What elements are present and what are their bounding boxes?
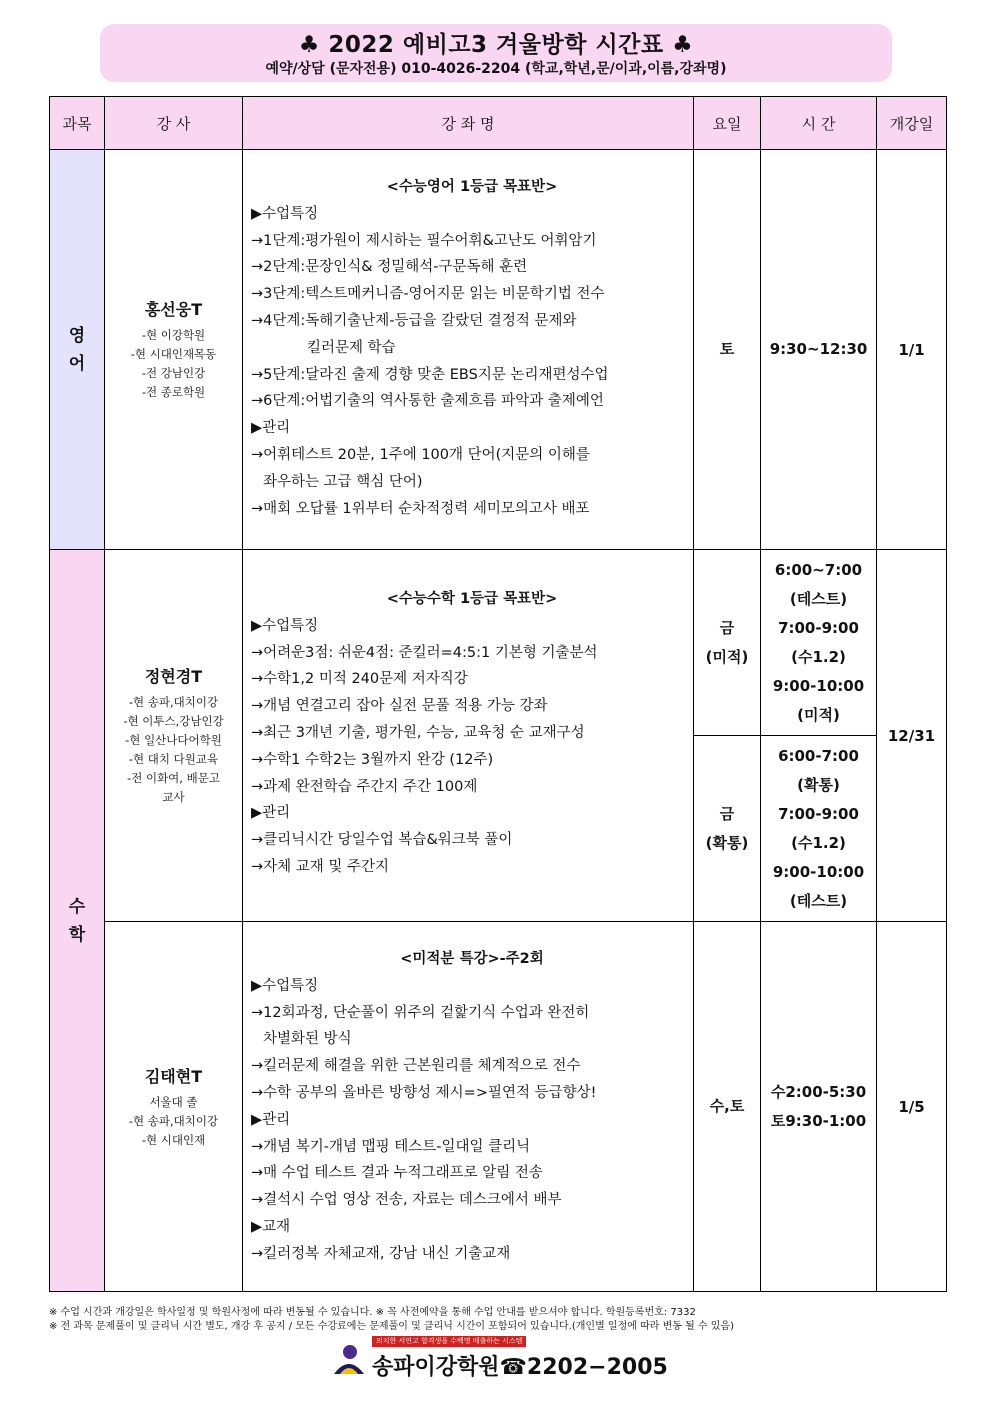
teacher-career: -현 송파,대치이강 [128, 695, 219, 709]
teacher-name: 김태현T [144, 1066, 203, 1086]
time-math-calculus: 6:00~7:00 (테스트) 7:00-9:00 (수1.2) 9:00-10:00 (미적) [761, 550, 877, 736]
teacher-career: -현 송파,대치이강 [128, 1113, 219, 1128]
header-open: 개강일 [877, 97, 947, 150]
day-math-2: 수,토 [694, 922, 761, 1292]
course-english: <수능영어 1등급 목표반> ▶수업특징 →1단계:평가원이 제시하는 필수어휘&고난도 어휘암기 →2단계:문장인식& 정밀해석-구문독해 훈련 →3단계:텍스트메커니즘-영어지문 읽는 비문학기법 전수 →4단계:독해기출난제-등급을 갈랐던 결정적 문제와 킬러문제 학습 →5단계:달라진 출제 경향 맞춘 EBS지문 논리재편성수업 →6단계:어법기출의 역사통한 출제흐름 파악과 출제예언 ▶관리 →어휘테스트 20분, 1주에 100개 단어(지문의 이해를 좌우하는 고급 핵심 단어) →매회 오답률 1위부터 순차적정력 세미모의고사 배포 [243, 150, 694, 550]
teacher-career: -전 종로학원 [141, 385, 206, 399]
page-title: ♣ 2022 예비고3 겨울방학 시간표 ♣ [298, 32, 694, 58]
academy-slogan: 의치한 서연고 합격생을 수백명 배출하는 시스템 [372, 1336, 526, 1347]
academy-logo-icon [330, 1340, 368, 1380]
day-math-calculus: 금 (미적) [694, 550, 761, 736]
day-math-statistics: 금 (확통) [694, 736, 761, 922]
open-math-2: 1/5 [877, 922, 947, 1292]
course-title: <수능영어 1등급 목표반> [386, 179, 558, 195]
header-subject: 과목 [50, 97, 105, 150]
time-math-2: 수2:00-5:30 토9:30-1:00 [761, 922, 877, 1292]
open-english: 1/1 [877, 150, 947, 550]
header-teacher: 강 사 [105, 97, 243, 150]
footnotes [49, 1306, 734, 1334]
teacher-career: 교사 [162, 790, 185, 804]
teacher-career: 서울대 졸 [149, 1094, 198, 1109]
subject-math: 수 학 [50, 550, 105, 1292]
teacher-name: 홍선웅T [144, 300, 203, 319]
footnote: ※ 수업 시간과 개강일은 학사일정 및 학원사정에 따라 변동될 수 있습니다. ※ 꼭 사전예약을 통해 수업 안내를 받으셔야 합니다. 학원등록번호: 7332 [49, 1307, 696, 1318]
title-banner [100, 24, 892, 82]
teacher-hong [105, 150, 243, 550]
time-math-statistics: 6:00-7:00 (확통) 7:00-9:00 (수1.2) 9:00-10:00 (테스트) [761, 736, 877, 922]
teacher-career: -현 시대인재 [141, 1132, 206, 1147]
day-english: 토 [694, 150, 761, 550]
teacher-career: -전 강남인강 [141, 366, 206, 380]
table-row [50, 150, 947, 550]
subject-english: 영 어 [50, 150, 105, 550]
table-row [50, 922, 947, 1292]
timetable [49, 96, 947, 1292]
header-course: 강 좌 명 [243, 97, 694, 150]
academy-name-phone: 송파이강학원☎2202−2005 [372, 1355, 668, 1380]
table-header-row [50, 97, 947, 150]
table-row [50, 550, 947, 736]
teacher-career: -현 이투스,강남인강 [123, 714, 224, 728]
contact-subtitle: 예약/상담 (문자전용) 010-4026-2204 (학교,학년,문/이과,이름,강좌명) [265, 61, 727, 77]
teacher-name: 정현경T [144, 667, 203, 686]
teacher-jung [105, 550, 243, 922]
teacher-career: -전 이화여, 배문고 [127, 771, 220, 785]
course-math-1: <수능수학 1등급 목표반> ▶수업특징 →어려운3점: 쉬운4점: 준킬러=4:5:1 기본형 기출분석 →수학1,2 미적 240문제 저자직강 →개념 연결고리 잡아 실전 문풀 적용 가능 강좌 →최근 3개년 기출, 평가원, 수능, 교육청 순 교재구성 →수학1 수학2는 3월까지 완강 (12주) →과제 완전학습 주간지 주간 100제 ▶관리 →클리닉시간 당일수업 복습&워크북 풀이 →자체 교재 및 주간지 [243, 550, 694, 922]
time-english: 9:30~12:30 [761, 150, 877, 550]
academy-footer [330, 1336, 670, 1384]
teacher-kim [105, 922, 243, 1292]
teacher-career: -현 일산나다어학원 [125, 733, 222, 747]
course-title: <미적분 특강>-주2회 [400, 951, 544, 967]
teacher-career: -현 이강학원 [141, 328, 206, 342]
teacher-career: -현 시대인재목동 [130, 347, 217, 361]
header-time: 시 간 [761, 97, 877, 150]
footnote: ※ 전 과목 문제풀이 및 클리닉 시간 별도, 개강 후 공지 / 모든 수강료에는 문제풀이 및 클리닉 시간이 포함되어 있습니다.(개인별 일정에 따라 변동 될 수 있음) [49, 1321, 734, 1332]
open-math-1: 12/31 [877, 550, 947, 922]
course-title: <수능수학 1등급 목표반> [386, 591, 558, 607]
teacher-career: -현 대치 다원교육 [128, 752, 219, 766]
header-day: 요일 [694, 97, 761, 150]
course-math-2: <미적분 특강>-주2회 ▶수업특징 →12회과정, 단순풀이 위주의 겉핥기식 수업과 완전히 차별화된 방식 →킬러문제 해결을 위한 근본원리를 체계적으로 전수 →수학 공부의 올바른 방향성 제시=>필연적 등급향상! ▶관리 →개념 복기-개념 맵핑 테스트-일대일 클리닉 →매 수업 테스트 결과 누적그래프로 알림 전송 →결석시 수업 영상 전송, 자료는 데스크에서 배부 ▶교재 →킬러정복 자체교재, 강남 내신 기출교재 [243, 922, 694, 1292]
